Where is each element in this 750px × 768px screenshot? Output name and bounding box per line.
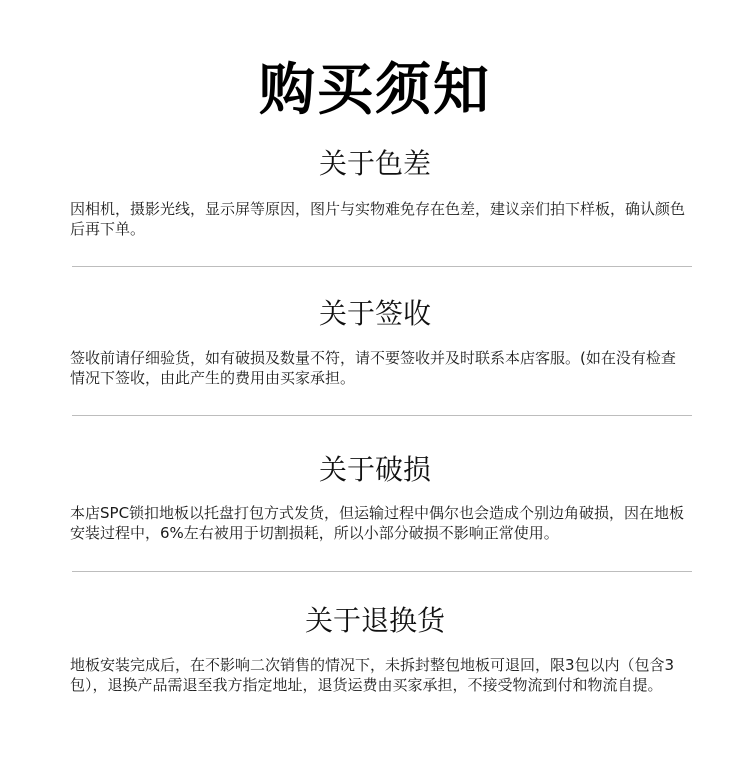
section-heading-returns: 关于退换货 [304, 604, 445, 637]
divider [72, 266, 692, 267]
divider [72, 415, 692, 416]
section-body-color-difference: 因相机，摄影光线，显示屏等原因，图片与实物难免存在色差，建议亲们拍下样板，确认颜色后再下单。 [70, 200, 686, 238]
page-title: 购买须知 [259, 58, 491, 123]
section-body-returns: 地板安装完成后，在不影响二次销售的情况下，未拆封整包地板可退回，限3包以内（包含3包），退换产品需退至我方指定地址，退货运费由买家承担，不接受物流到付和物流自提。 [70, 656, 675, 694]
divider [72, 571, 692, 572]
section-body-damage: 本店SPC锁扣地板以托盘打包方式发货，但运输过程中偶尔也会造成个别边角破损，因在地板安装过程中，6%左右被用于切割损耗，所以小部分破损不影响正常使用。 [70, 504, 685, 542]
section-heading-color-difference: 关于色差 [318, 147, 431, 180]
section-body-receipt: 签收前请仔细验货，如有破损及数量不符，请不要签收并及时联系本店客服。(如在没有检查情况下签收，由此产生的费用由买家承担。 [70, 349, 676, 387]
section-heading-receipt: 关于签收 [318, 297, 431, 330]
section-heading-damage: 关于破损 [318, 453, 431, 486]
